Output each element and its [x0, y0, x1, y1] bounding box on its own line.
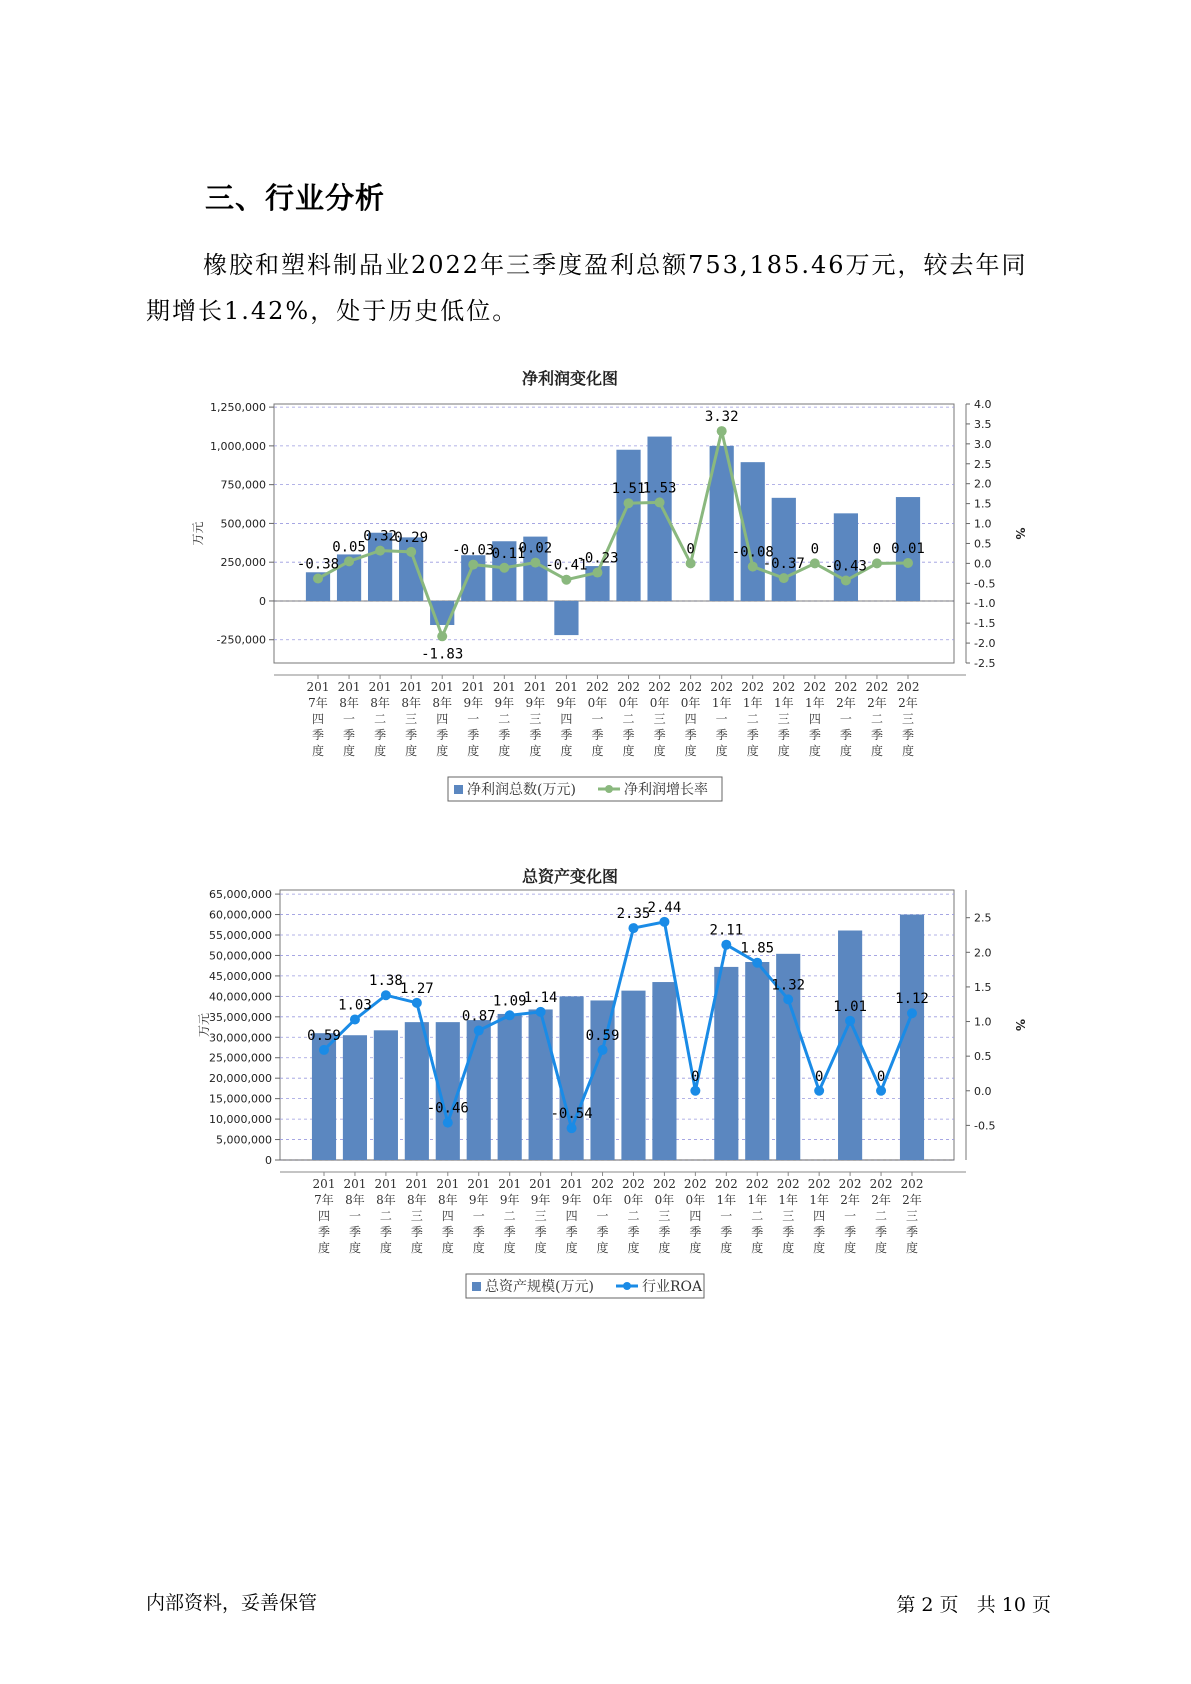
bar — [554, 601, 578, 635]
footer-page-label-a: 第 — [896, 1594, 916, 1616]
y-tick-label: 5,000,000 — [216, 1133, 272, 1147]
data-label: 0.87 — [461, 1008, 496, 1025]
x-tick-label: 202 0年一季度 — [586, 680, 609, 758]
x-tick-label: 202 2年三季度 — [896, 680, 920, 758]
line-point — [381, 990, 391, 1000]
footer-total-num: 10 — [1001, 1594, 1026, 1616]
data-label: -0.37 — [762, 556, 805, 573]
y-tick-label: -250,000 — [216, 633, 266, 647]
x-tick-label: 202 0年三季度 — [652, 1177, 676, 1255]
line-point — [443, 1118, 453, 1128]
data-label: 1.14 — [523, 989, 558, 1006]
y-tick-label: 30,000,000 — [209, 1031, 272, 1045]
line-point — [872, 558, 882, 568]
y2-tick-label: 1.0 — [974, 517, 992, 531]
footer-confidential: 内部资料，妥善保管 — [146, 1592, 318, 1614]
y2-tick-label: 0.0 — [974, 557, 992, 571]
legend-line-dot — [605, 785, 613, 793]
net-profit-chart — [170, 360, 1030, 805]
data-label: -0.11 — [483, 545, 526, 562]
bar — [772, 498, 796, 601]
data-label: -1.83 — [421, 646, 464, 663]
legend-bar-swatch — [472, 1282, 481, 1291]
y-axis-title: 万元 — [197, 1012, 211, 1038]
legend-bar-label: 净利润总数(万元) — [467, 782, 576, 798]
data-label: 1.38 — [369, 973, 403, 990]
data-label: 0.01 — [891, 540, 925, 557]
y2-tick-label: -0.5 — [974, 1119, 996, 1133]
data-label: 2.44 — [647, 899, 682, 916]
data-label: 0.59 — [307, 1027, 341, 1044]
chart-title: 总资产变化图 — [521, 867, 619, 886]
x-tick-label: 202 0年一季度 — [591, 1177, 614, 1255]
net-profit-chart-svg — [170, 360, 1030, 805]
x-tick-label: 202 0年四季度 — [683, 1177, 707, 1255]
data-label: -0.41 — [545, 557, 588, 574]
line-point — [841, 576, 851, 586]
y-tick-label: 65,000,000 — [209, 888, 272, 902]
x-tick-label: 202 1年一季度 — [714, 1177, 738, 1255]
x-tick-label: 202 1年一季度 — [710, 680, 734, 758]
data-label: -0.43 — [824, 558, 867, 575]
x-tick-label: 202 1年四季度 — [807, 1177, 831, 1255]
line-point — [406, 547, 416, 557]
x-tick-label: 201 8年一季度 — [343, 1177, 367, 1255]
line-point — [375, 546, 385, 556]
x-tick-label: 202 2年一季度 — [838, 1177, 862, 1255]
y-tick-label: 20,000,000 — [209, 1072, 272, 1086]
data-label: 1.85 — [740, 940, 775, 957]
bar — [498, 1014, 522, 1160]
x-tick-label: 201 9年二季度 — [498, 1177, 522, 1255]
data-label: 0 — [876, 1068, 886, 1085]
x-tick-label: 201 9年一季度 — [467, 1177, 491, 1255]
line-point — [499, 563, 509, 573]
data-label: 1.51 — [611, 481, 646, 498]
y2-axis-title: % — [1013, 527, 1027, 540]
y-tick-label: 1,000,000 — [210, 439, 266, 453]
bar — [560, 996, 584, 1160]
y2-tick-label: 1.0 — [974, 1015, 992, 1029]
line-point — [690, 1086, 700, 1096]
data-label: 0.32 — [363, 528, 397, 545]
y2-tick-label: -2.5 — [974, 657, 996, 670]
data-label: 0 — [686, 541, 695, 558]
x-tick-label: 201 8年四季度 — [436, 1177, 460, 1255]
y2-tick-label: 2.5 — [974, 457, 992, 471]
legend — [466, 1274, 704, 1298]
x-tick-label: 201 9年三季度 — [523, 680, 547, 758]
y-axis-title: 万元 — [191, 521, 205, 546]
line-point — [530, 558, 540, 568]
y2-tick-label: 4.0 — [974, 398, 992, 411]
bar — [405, 1022, 429, 1160]
line-point — [350, 1014, 360, 1024]
y2-tick-label: 0.0 — [974, 1084, 992, 1098]
x-tick-label: 201 9年三季度 — [529, 1177, 553, 1255]
y-tick-label: 0 — [265, 1154, 272, 1167]
bar — [467, 1020, 491, 1160]
x-tick-label: 202 1年四季度 — [803, 680, 827, 758]
bar — [529, 1009, 553, 1160]
bar — [621, 991, 645, 1160]
y2-tick-label: 2.0 — [974, 946, 992, 960]
section-title: 三、行业分析 — [205, 181, 386, 215]
line-point — [536, 1007, 546, 1017]
x-tick-label: 202 0年四季度 — [679, 680, 703, 758]
y-tick-label: 1,250,000 — [210, 401, 266, 415]
y2-tick-label: 0.5 — [974, 537, 992, 551]
bar — [834, 513, 858, 601]
data-label: 0 — [814, 1068, 824, 1085]
line-point — [686, 558, 696, 568]
line-point — [319, 1045, 329, 1055]
footer-total-label-b: 页 — [1031, 1594, 1051, 1616]
legend — [448, 777, 722, 801]
y2-tick-label: 0.5 — [974, 1050, 992, 1064]
line-point — [567, 1123, 577, 1133]
data-label: 0 — [872, 541, 882, 558]
chart-title: 净利润变化图 — [521, 369, 619, 388]
x-tick-label: 201 7年四季度 — [306, 680, 330, 758]
line-point — [598, 1045, 608, 1055]
footer-page-num: 2 — [921, 1594, 934, 1616]
line-point — [659, 917, 669, 927]
x-tick-label: 202 0年二季度 — [617, 680, 640, 758]
bar — [374, 1030, 398, 1160]
x-tick-label: 202 2年一季度 — [834, 680, 858, 758]
legend-bar-label: 总资产规模(万元) — [485, 1279, 594, 1295]
data-label: 1.01 — [833, 998, 867, 1015]
line-point — [624, 498, 634, 508]
line-point — [412, 998, 422, 1008]
data-label: 0.29 — [394, 529, 429, 546]
bar — [590, 1000, 614, 1160]
y2-tick-label: -1.0 — [974, 597, 996, 611]
y2-tick-label: 3.0 — [974, 437, 992, 451]
data-label: -0.03 — [452, 542, 495, 559]
x-tick-label: 202 1年二季度 — [741, 680, 765, 758]
line-point — [748, 562, 758, 572]
x-tick-label: 201 9年二季度 — [492, 680, 516, 758]
bar — [745, 962, 769, 1160]
x-tick-label: 201 9年四季度 — [554, 680, 578, 758]
data-label: 1.53 — [642, 480, 677, 497]
data-label: 1.09 — [492, 993, 527, 1010]
x-tick-label: 201 7年四季度 — [312, 1177, 336, 1255]
bar — [838, 931, 862, 1161]
y-tick-label: 35,000,000 — [209, 1010, 272, 1024]
data-label: 0 — [691, 1068, 700, 1085]
line-point — [468, 560, 478, 570]
line-point — [437, 631, 447, 641]
y2-tick-label: -0.5 — [974, 577, 996, 591]
legend-line-label: 净利润增长率 — [624, 782, 708, 798]
summary-paragraph: 橡胶和塑料制品业2022年三季度盈利总额753,185.46万元，较去年同期增长1.42%，处于历史低位。 — [146, 251, 1028, 325]
x-tick-label: 201 9年一季度 — [461, 680, 485, 758]
line-point — [474, 1026, 484, 1036]
footer-page-number — [896, 1590, 1051, 1617]
line-point — [628, 923, 638, 933]
data-label: -0.46 — [426, 1100, 469, 1117]
y-tick-label: 750,000 — [220, 478, 266, 492]
x-tick-label: 201 8年一季度 — [337, 680, 361, 758]
y2-tick-label: 1.5 — [974, 497, 992, 511]
y-tick-label: 55,000,000 — [209, 929, 272, 942]
line-point — [655, 497, 665, 507]
line-point — [561, 575, 571, 585]
total-assets-chart — [170, 858, 1030, 1303]
line-point — [344, 556, 354, 566]
bar — [343, 1035, 367, 1160]
data-label: -0.08 — [731, 544, 774, 561]
data-label: 1.12 — [895, 991, 929, 1008]
line-point — [810, 558, 820, 568]
total-assets-chart-svg — [170, 858, 1030, 1303]
legend-bar-swatch — [454, 785, 463, 794]
x-tick-label: 202 0年二季度 — [622, 1177, 645, 1255]
data-label: 0.05 — [332, 539, 366, 556]
y2-tick-label: 2.0 — [974, 477, 992, 491]
x-tick-label: 201 8年三季度 — [399, 680, 423, 758]
data-label: -0.38 — [296, 556, 340, 573]
y2-tick-label: -1.5 — [974, 617, 996, 631]
bar — [652, 982, 676, 1160]
data-label: 2.11 — [709, 922, 744, 939]
data-label: 2.35 — [616, 906, 651, 923]
data-label: 0.02 — [518, 540, 553, 557]
y-tick-label: 45,000,000 — [209, 969, 272, 983]
data-label: 3.32 — [704, 409, 739, 426]
x-tick-label: 202 2年三季度 — [900, 1177, 924, 1255]
line-point — [783, 994, 793, 1004]
data-label: 1.32 — [771, 977, 806, 994]
data-label: 0 — [810, 541, 820, 558]
line-point — [903, 558, 913, 568]
y2-tick-label: -2.0 — [974, 637, 996, 651]
y-tick-label: 60,000,000 — [209, 908, 272, 922]
y-tick-label: 15,000,000 — [209, 1092, 272, 1106]
y-tick-label: 40,000,000 — [209, 990, 272, 1004]
bar — [714, 967, 738, 1160]
x-tick-label: 202 1年三季度 — [772, 680, 796, 758]
line-point — [845, 1016, 855, 1026]
y-tick-label: 0 — [259, 594, 266, 608]
line-point — [876, 1086, 886, 1096]
data-label: -0.23 — [576, 550, 619, 567]
x-tick-label: 202 0年三季度 — [648, 680, 672, 758]
y-tick-label: 10,000,000 — [209, 1113, 272, 1127]
x-tick-label: 202 1年三季度 — [776, 1177, 800, 1255]
data-label: 1.27 — [399, 980, 434, 997]
line-point — [505, 1010, 515, 1020]
line-point — [313, 574, 323, 584]
line-point — [814, 1086, 824, 1096]
x-tick-label: 202 2年二季度 — [869, 1177, 893, 1255]
y2-tick-label: 3.5 — [974, 417, 992, 431]
line-point — [717, 426, 727, 436]
data-label: 1.03 — [338, 997, 372, 1014]
y-tick-label: 25,000,000 — [209, 1051, 272, 1065]
y2-tick-label: 2.5 — [974, 911, 992, 925]
y2-axis-title: % — [1013, 1018, 1027, 1032]
y-tick-label: 50,000,000 — [209, 949, 272, 963]
x-tick-label: 201 8年四季度 — [430, 680, 454, 758]
line-point — [779, 573, 789, 583]
footer-page-label-b: 页 — [939, 1594, 959, 1616]
legend-line-label: 行业ROA — [642, 1279, 703, 1295]
y2-tick-label: 1.5 — [974, 980, 992, 994]
x-tick-label: 201 8年二季度 — [368, 680, 392, 758]
data-label: -0.54 — [550, 1106, 593, 1123]
line-point — [752, 958, 762, 968]
line-point — [592, 568, 602, 578]
y-tick-label: 500,000 — [220, 517, 266, 531]
x-tick-label: 202 1年二季度 — [745, 1177, 769, 1255]
x-tick-label: 201 8年三季度 — [405, 1177, 429, 1255]
x-tick-label: 202 2年二季度 — [865, 680, 889, 758]
y-tick-label: 250,000 — [220, 556, 266, 570]
line-point — [721, 940, 731, 950]
data-label: 0.59 — [585, 1027, 620, 1044]
x-tick-label: 201 9年四季度 — [560, 1177, 584, 1255]
line-point — [907, 1008, 917, 1018]
footer-total-label-a: 共 — [976, 1594, 996, 1616]
x-tick-label: 201 8年二季度 — [374, 1177, 398, 1255]
legend-line-dot — [623, 1282, 631, 1290]
